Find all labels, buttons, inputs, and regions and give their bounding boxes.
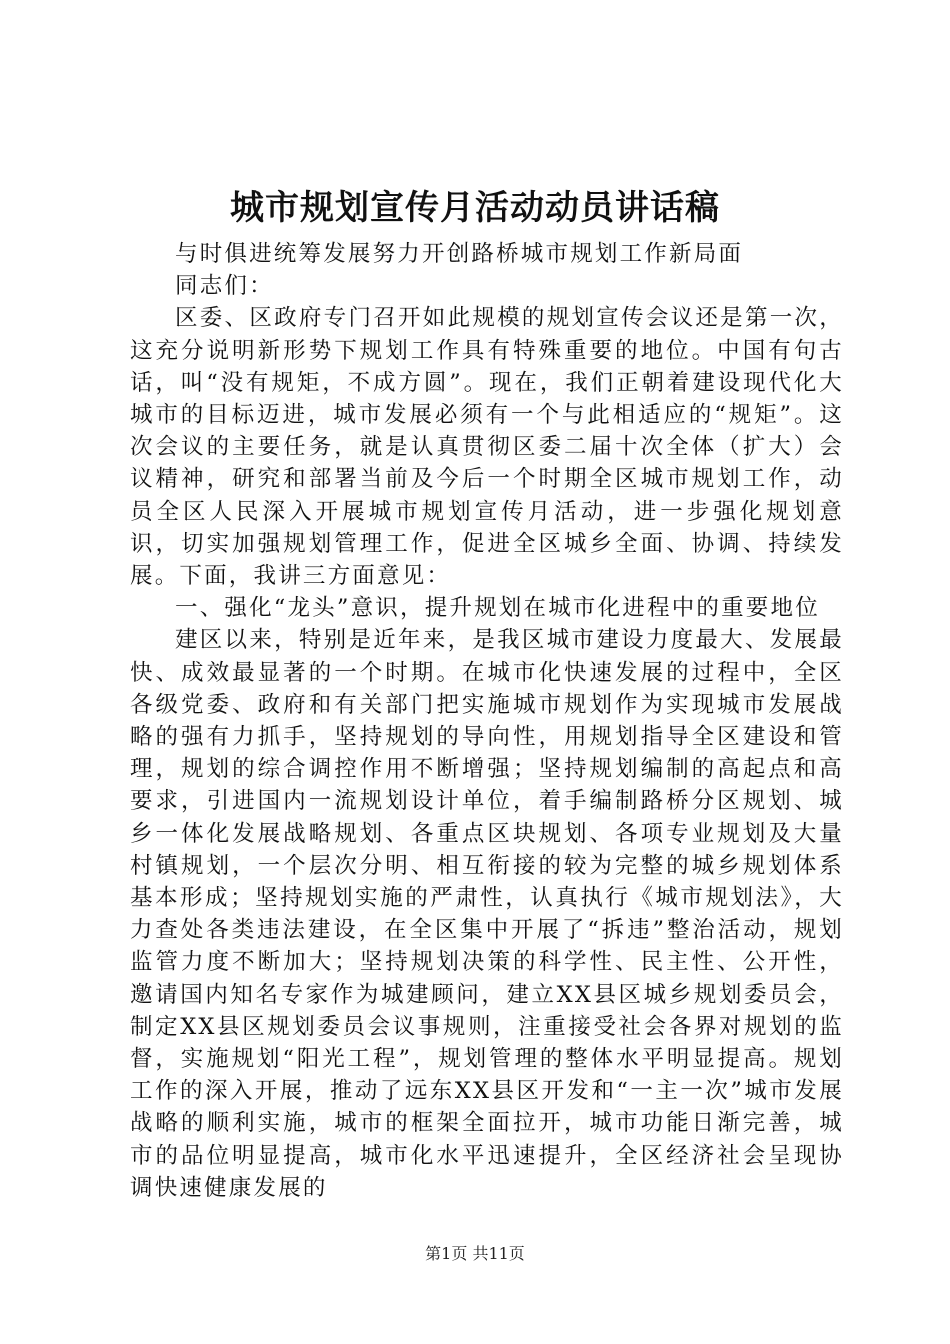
section-heading: 一、强化“龙头”意识，提升规划在城市化进程中的重要地位 [175, 595, 820, 622]
document-body [130, 238, 844, 1204]
intro-paragraph: 区委、区政府专门召开如此规模的规划宣传会议还是第一次，这充分说明新形势下规划工作具有特殊重要的地位。中国有句古话，叫“没有规矩，不成方圆”。现在，我们正朝着建设现代化大城市的目标迈进，城市发展必须有一个与此相适应的“规矩”。这次会议的主要任务，就是认真贯彻区委二届十次全体（扩大）会议精神，研究和部署当前及今后一个时期全区城市规划工作，动员全区人民深入开展城市规划宣传月活动，进一步强化规划意识，切实加强规划管理工作，促进全区城乡全面、协调、持续发展。下面，我讲三方面意见： [130, 305, 844, 590]
subtitle-paragraph: 与时俱进统筹发展努力开创路桥城市规划工作新局面 [175, 241, 744, 267]
salutation-paragraph: 同志们： [175, 273, 274, 300]
document-title: 城市规划宣传月活动动员讲话稿 [230, 188, 720, 228]
body-paragraph: 建区以来，特别是近年来，是我区城市建设力度最大、发展最快、成效最显著的一个时期。在城市化快速发展的过程中，全区各级党委、政府和有关部门把实施城市规划作为实现城市发展战略的强有力抓手，坚持规划的导向性，用规划指导全区建设和管理，规划的综合调控作用不断增强；坚持规划编制的高起点和高要求，引进国内一流规划设计单位，着手编制路桥分区规划、城乡一体化发展战略规划、各重点区块规划、各项专业规划及大量村镇规划，一个层次分明、相互衔接的较为完整的城乡规划体系基本形成；坚持规划实施的严肃性，认真执行《城市规划法》，大力查处各类违法建设，在全区集中开展了“拆违”整治活动，规划监管力度不断加大；坚持规划决策的科学性、民主性、公开性，邀请国内知名专家作为城建顾问，建立XX县区城乡规划委员会，制定XX县区规划委员会议事规则，注重接受社会各界对规划的监督，实施规划“阳光工程”，规划管理的整体水平明显提高。规划工作的深入开展，推动了远东XX县区开发和“一主一次”城市发展战略的顺利实施，城市的框架全面拉开，城市功能日渐完善，城市的品位明显提高，城市化水平迅速提升，全区经济社会呈现协调快速健康发展的 [130, 627, 844, 1201]
page-footer: 第1页 共11页 [425, 1244, 525, 1263]
